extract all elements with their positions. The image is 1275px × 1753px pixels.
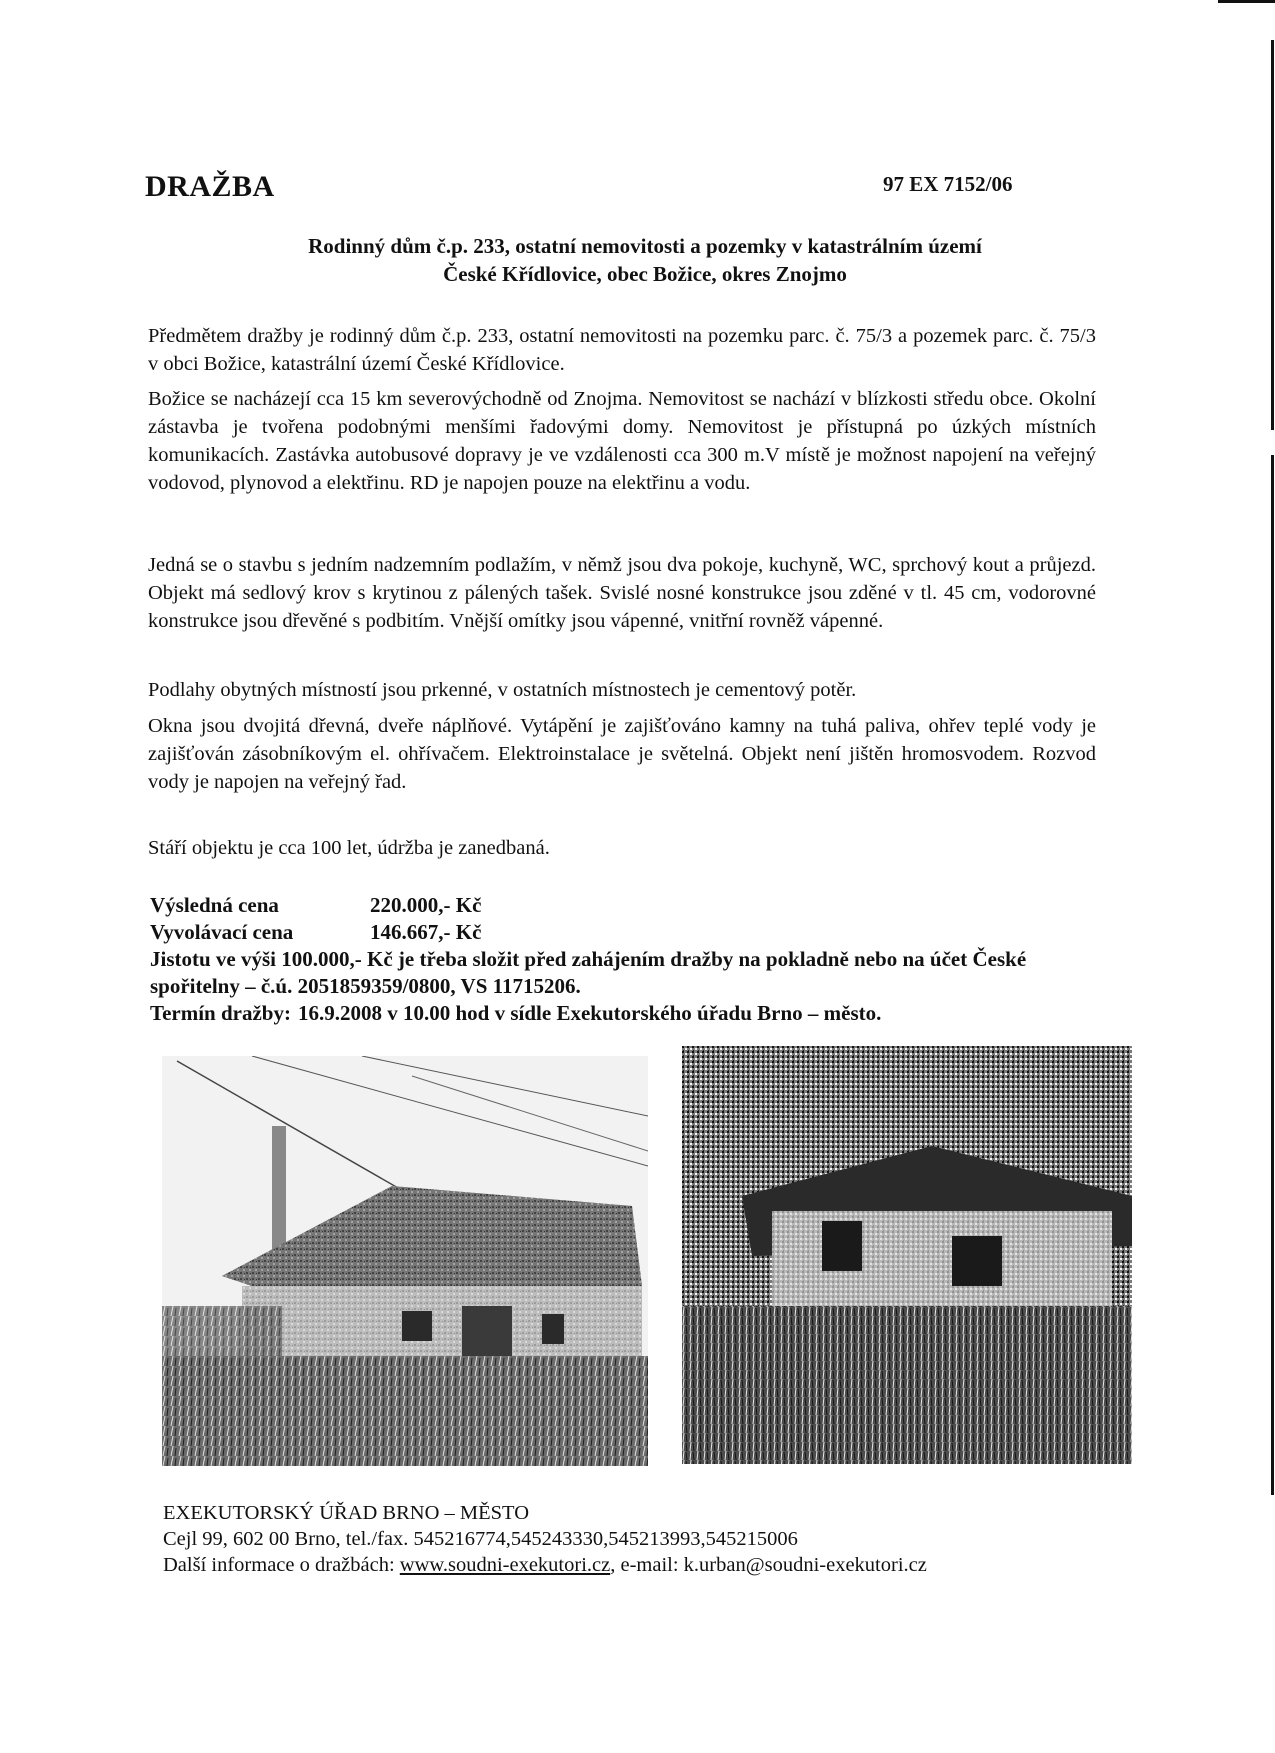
- paragraph-location: Božice se nacházejí cca 15 km severovýchodně od Znojma. Nemovitost se nachází v blízkosti středu obce. Okolní zástavba je tvořena podobnými menšími řadovými domy. Nemovitost je přístupná po úzkých místních komunikacích. Zastávka autobusové dopravy je ve vzdálenosti cca 300 m.V místě je možnost napojení na veřejný vodovod, plynovod a elektřinu. RD je napojen pouze na elektřinu a vodu.: [148, 388, 1096, 494]
- footer: [163, 1500, 1173, 1578]
- price-block: [150, 892, 1110, 1027]
- paragraph-utilities: Okna jsou dvojitá dřevná, dveře náplňové. Vytápění je zajišťováno kamny na tuhá paliva, ohřev teplé vody je zajišťován zásobníkovým el. ohřívačem. Elektroinstalace je světelná. Objekt není jištěn hromosvodem. Rozvod vody je napojen na veřejný řad.: [148, 715, 1096, 793]
- courtyard-illustration: [682, 1046, 1132, 1464]
- result-price-label: Výsledná cena: [150, 893, 279, 917]
- scan-edge-top: [1218, 0, 1275, 3]
- courtyard-photo: [682, 1046, 1132, 1464]
- house-exterior-illustration: [162, 1056, 648, 1466]
- result-price-value: 220.000,- Kč: [370, 893, 482, 917]
- auction-date-row: [150, 1000, 1110, 1027]
- document-subtitle: [145, 232, 1145, 288]
- subtitle-line-1: Rodinný dům č.p. 233, ostatní nemovitosti a pozemky v katastrálním území: [308, 234, 982, 258]
- subtitle-line-2: České Křídlovice, obec Božice, okres Znojmo: [443, 262, 847, 286]
- deposit-text: Jistotu ve výši 100.000,- Kč je třeba složit před zahájením dražby na pokladně nebo na účet České spořitelny – č.ú. 2051859359/0800, VS 11715206.: [150, 947, 1027, 998]
- result-price-row: [150, 892, 1110, 919]
- auction-date-value: 16.9.2008 v 10.00 hod v sídle Exekutorského úřadu Brno – město.: [298, 1001, 882, 1025]
- footer-email[interactable]: k.urban@soudni-exekutori.cz: [683, 1554, 927, 1576]
- document-title: DRAŽBA: [145, 170, 275, 203]
- footer-contact-row: [163, 1552, 1173, 1578]
- house-exterior-photo: [162, 1056, 648, 1466]
- paragraph-subject: Předmětem dražby je rodinný dům č.p. 233, ostatní nemovitosti na pozemku parc. č. 75/3 a pozemek parc. č. 75/3 v obci Božice, katastrální území České Křídlovice.: [148, 325, 1096, 375]
- scan-edge-right-upper: [1271, 40, 1274, 430]
- paragraph-age: Stáří objektu je cca 100 let, údržba je zanedbaná.: [148, 837, 550, 859]
- footer-office-name: EXEKUTORSKÝ ÚŘAD BRNO – MĚSTO: [163, 1502, 529, 1524]
- case-reference: 97 EX 7152/06: [883, 172, 1013, 196]
- starting-price-label: Vyvolávací cena: [150, 920, 294, 944]
- starting-price-value: 146.667,- Kč: [370, 920, 482, 944]
- starting-price-row: [150, 919, 1110, 946]
- auction-date-label: Termín dražby:: [150, 1001, 291, 1025]
- footer-website-link[interactable]: www.soudni-exekutori.cz: [399, 1554, 611, 1576]
- footer-email-label: , e-mail:: [610, 1554, 679, 1576]
- footer-address: Cejl 99, 602 00 Brno, tel./fax. 545216774,545243330,545213993,545215006: [163, 1528, 798, 1550]
- paragraph-floors: Podlahy obytných místností jsou prkenné, v ostatních místnostech je cementový potěr.: [148, 679, 857, 701]
- scan-edge-right-lower: [1271, 455, 1274, 1495]
- footer-info-label: Další informace o dražbách:: [163, 1554, 395, 1576]
- paragraph-construction: Jedná se o stavbu s jedním nadzemním podlažím, v němž jsou dva pokoje, kuchyně, WC, sprchový kout a průjezd. Objekt má sedlový krov s krytinou z pálených tašek. Svislé nosné konstrukce jsou zděné v tl. 45 cm, vodorovné konstrukce jsou dřevěné s podbitím. Vnější omítky jsou vápenné, vnitřní rovněž vápenné.: [148, 554, 1096, 632]
